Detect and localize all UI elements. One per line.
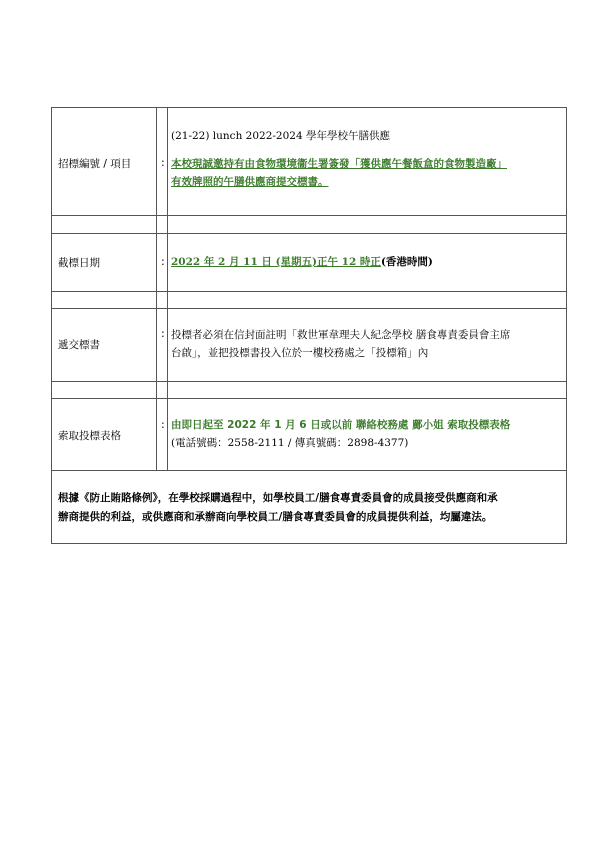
row-line xyxy=(52,215,566,216)
obtain-form-label: 索取投標表格 xyxy=(58,430,121,442)
tender-invitation-line: 有效牌照的午膳供應商提交標書。 xyxy=(171,176,329,188)
anti-bribery-note xyxy=(58,489,564,527)
submission-line: 投標者必須在信封面註明「救世軍韋理夫人紀念學校 膳食專責委員會主席 xyxy=(171,329,511,341)
colon: : xyxy=(161,255,165,268)
obtain-form-line: 由即日起至 2022 年 1 月 6 日或以前 聯絡校務處 鄺小姐 索取投標表格 xyxy=(171,419,511,431)
closing-date-value xyxy=(171,253,563,271)
row-line xyxy=(52,291,566,292)
row-line xyxy=(52,381,566,382)
row-line xyxy=(52,398,566,399)
obtain-form-value xyxy=(171,416,563,452)
closing-date-text: 2022 年 2 月 11 日 (星期五)正午 12 時正 xyxy=(171,256,381,268)
tender-ref-label: 招標編號 / 項目 xyxy=(58,158,132,170)
note-line: 辦商提供的利益，或供應商和承辦商向學校員工/膳食專責委員會的成員提供利益，均屬違法。 xyxy=(58,511,493,523)
closing-date-label: 截標日期 xyxy=(58,257,100,269)
row-line xyxy=(52,308,566,309)
closing-date-timezone: (香港時間) xyxy=(380,256,433,268)
label-divider xyxy=(156,108,157,470)
row-line xyxy=(52,470,566,471)
tender-table xyxy=(51,107,567,544)
colon: : xyxy=(161,156,165,169)
contact-numbers: (電話號碼：2558-2111 / 傳真號碼：2898-4377) xyxy=(171,437,409,449)
colon: : xyxy=(161,418,165,431)
tender-ref-value xyxy=(171,127,563,191)
submission-label: 遞交標書 xyxy=(58,339,100,351)
colon-divider xyxy=(167,108,168,470)
submission-line: 台啟」，並把投標書投入位於一樓校務處之「投標箱」內 xyxy=(171,347,429,359)
note-line: 根據《防止賄賂條例》，在學校採購過程中，如學校員工/膳食專責委員會的成員接受供應商和承 xyxy=(58,492,498,504)
tender-invitation-line: 本校現誠邀持有由食物環境衞生署簽發「獲供應午餐飯盒的食物製造廠」 xyxy=(171,158,507,170)
submission-value xyxy=(171,326,563,362)
tender-ref-line: (21-22) lunch 2022-2024 學年學校午膳供應 xyxy=(171,130,390,142)
row-line xyxy=(52,233,566,234)
colon: : xyxy=(161,327,165,340)
